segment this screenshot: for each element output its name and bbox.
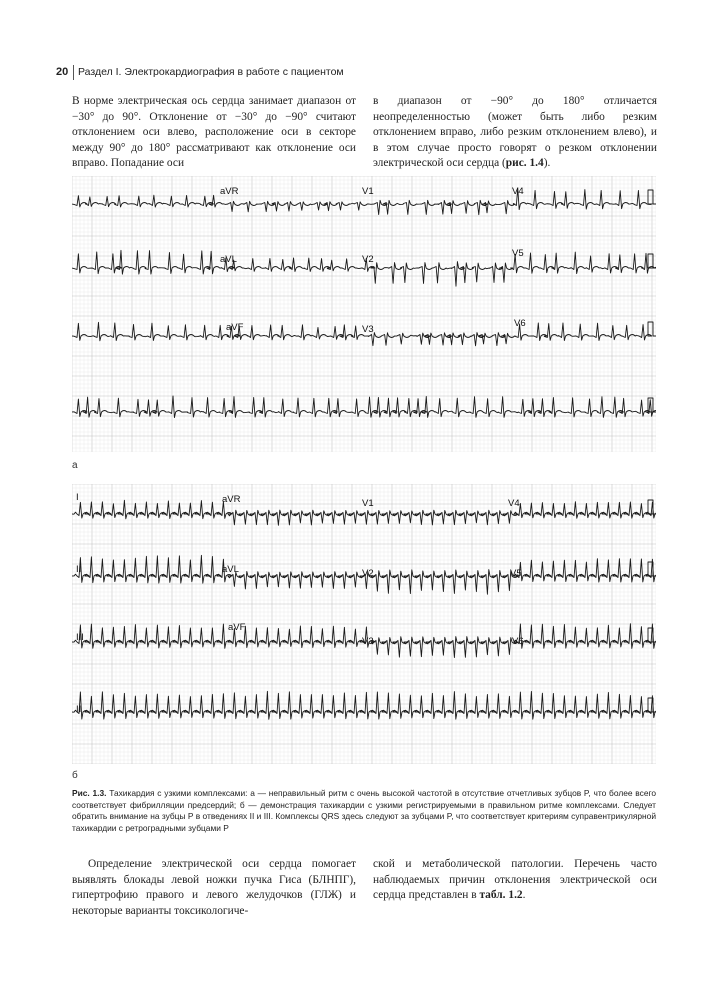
caption-label: Рис. 1.3. — [72, 788, 107, 798]
lead-label-v2: V2 — [362, 568, 374, 579]
ecg-panel-b — [72, 484, 656, 764]
figure-reference: рис. 1.4 — [505, 157, 544, 170]
text-run: . — [522, 889, 526, 902]
lead-label-i: I — [76, 492, 79, 503]
lead-label-avr: aVR — [222, 494, 241, 505]
lead-label-v3: V3 — [362, 324, 374, 335]
text-run: ). — [543, 157, 551, 170]
body-text-top-left — [72, 94, 356, 172]
running-header — [56, 66, 656, 84]
lead-label-v1: V1 — [362, 186, 374, 197]
lead-label-v4: V4 — [512, 186, 524, 197]
panel-letter-b: б — [72, 770, 78, 781]
caption-text: Тахикардия с узкими комплексами: а — неправильный ритм с очень высокой частотой в отсутствие отчетливых зубцов P, что более всего соответствует фибрилляции предсердий; б — демонстрация тахикардии с узкими регистрируемыми в правильном ритме комплексами. Следует обратить внимание на зубцы P в отведениях II и III. Комплексы QRS здесь следуют за зубцами P, что соответствует критериям суправентрикулярной тахикардии с ретроградными зубцами P — [72, 788, 657, 833]
lead-label-v3: V3 — [362, 636, 374, 647]
lead-label-v5: V5 — [510, 568, 522, 579]
lead-label-v5: V5 — [512, 248, 524, 259]
paragraph: В норме электрическая ось сердца занимает диапазон от −30° до 90°. Отклонение от −30° до −90° считают отклонением оси влево, расположение оси в секторе между 90° до 180° рассматривают как отклонение оси вправо. Попадание оси — [72, 95, 356, 170]
lead-label-avf: aVF — [226, 322, 244, 333]
lead-label-v2: V2 — [362, 254, 374, 265]
lead-label-ii: II — [76, 564, 82, 575]
ecg-strip-b — [72, 484, 656, 764]
ecg-grid — [72, 484, 656, 764]
text-run: в диапазон от −90° до 180° отличается неопределенностью (может быть либо резким отклонением вправо, либо резким отклонением влево), и в этом случае просто говорят о резком отклонении электрической оси сердца ( — [373, 95, 657, 170]
section-title: Раздел I. Электрокардиография в работе с пациентом — [78, 66, 344, 78]
body-text-bottom-left — [72, 857, 356, 919]
lead-label-ii-rhythm: II — [76, 704, 82, 715]
lead-label-v6: V6 — [512, 636, 524, 647]
lead-label-iii: III — [76, 632, 84, 643]
lead-label-v6: V6 — [514, 318, 526, 329]
paragraph — [373, 94, 657, 172]
figure-caption — [72, 788, 656, 834]
page-number: 20 — [56, 66, 69, 78]
lead-label-avr: aVR — [220, 186, 239, 197]
panel-letter-a: а — [72, 460, 78, 471]
body-text-top-right — [373, 94, 657, 172]
body-text-bottom-right — [373, 857, 657, 904]
header-divider — [73, 65, 74, 80]
lead-label-avf: aVF — [228, 622, 246, 633]
paragraph — [373, 857, 657, 904]
ecg-strip-a — [72, 176, 656, 452]
ecg-panel-a — [72, 176, 656, 452]
lead-label-v4: V4 — [508, 498, 520, 509]
lead-label-v1: V1 — [362, 498, 374, 509]
lead-label-avl: aVL — [222, 564, 239, 575]
lead-label-avl: aVL — [220, 254, 237, 265]
paragraph: Определение электрической оси сердца помогает выявлять блокады левой ножки пучка Гиса (БЛНПГ), гипертрофию правого и левого желудочков (ГЛЖ) и некоторые варианты токсикологиче- — [72, 858, 356, 917]
table-reference: табл. 1.2 — [479, 889, 523, 902]
text-run: ской и метаболической патологии. Перечень часто наблюдаемых причин отклонения электрической оси сердца представлен в — [373, 858, 657, 902]
